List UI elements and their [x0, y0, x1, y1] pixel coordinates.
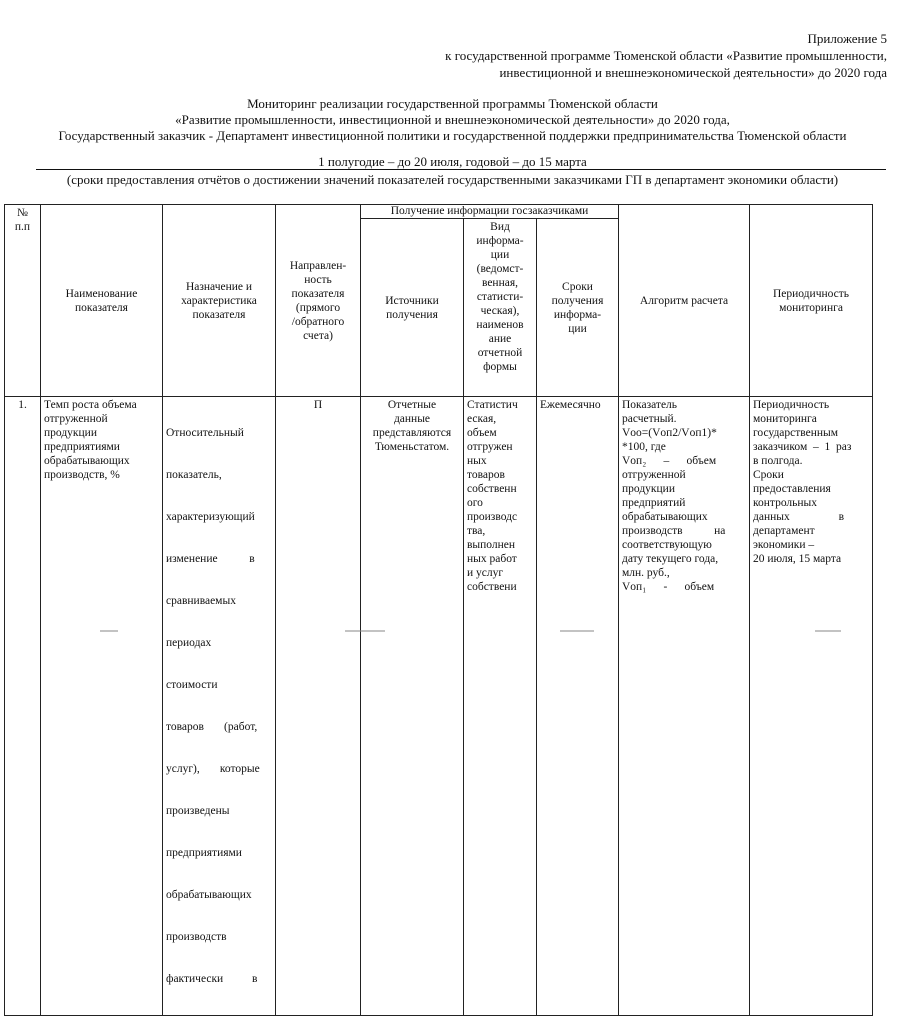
header-direction-line: (прямого [295, 301, 341, 314]
cell-line: фактически в [166, 973, 258, 985]
cell-line: контрольных [753, 497, 818, 509]
scan-mark [560, 630, 594, 632]
cell-line: товаров (работ, [166, 721, 258, 733]
header-info-type-line: наименов [476, 319, 524, 331]
cell-line: ных [467, 455, 487, 467]
header-info-type-line: статисти- [476, 291, 524, 303]
header-direction-line: счета) [303, 329, 333, 342]
cell-line: стоимости [166, 679, 218, 691]
cell-line: предоставления [753, 483, 831, 495]
header-deadlines-line: информа- [553, 308, 602, 321]
cell-line: соответствующую [622, 539, 712, 551]
table-row [5, 397, 873, 1016]
header-periodicity-line-1: Периодичность [772, 287, 850, 300]
header-deadlines [537, 219, 619, 397]
header-deadlines-line: ции [568, 322, 587, 335]
cell-line: производс [467, 511, 518, 523]
cell-line: предприятиями [166, 847, 242, 859]
document-title [0, 96, 905, 144]
cell-line: собственн [467, 483, 517, 495]
cell-line: обрабатывающих [166, 889, 252, 901]
appendix-number: Приложение 5 [807, 31, 887, 46]
header-info-type-line: ческая), [480, 305, 520, 317]
row-direction: П [276, 397, 361, 1016]
header-purpose [163, 205, 276, 397]
cell-line: отгруженной [622, 469, 686, 481]
header-algorithm: Алгоритм расчета [619, 205, 750, 397]
appendix-line-3: инвестиционной и внешнеэкономической деятельности» до 2020 года [499, 65, 887, 80]
cell-line: периодах [166, 637, 212, 649]
header-direction-line: /обратного [291, 315, 345, 328]
reporting-period: 1 полугодие – до 20 июля, годовой – до 15 марта [318, 154, 587, 169]
header-purpose-line-3: показателя [192, 308, 246, 321]
cell-line: экономики – [753, 539, 815, 551]
header-info-type-line: Вид [490, 221, 510, 233]
cell-line: млн. руб., [622, 567, 670, 579]
header-indicator-name [41, 205, 163, 397]
row-source [361, 397, 464, 1016]
cell-line: произведены [166, 805, 230, 817]
header-periodicity-line-2: мониторинга [779, 301, 843, 314]
cell-line: Темп роста объема [44, 399, 137, 411]
cell-line: предприятиями [44, 441, 120, 453]
scan-mark [815, 630, 841, 632]
row-deadline: Ежемесячно [537, 397, 619, 1016]
header-name-line-2: показателя [75, 301, 128, 314]
cell-line: ого [467, 497, 483, 509]
cell-line: производств [166, 931, 227, 943]
cell-line: Статистич [467, 399, 518, 411]
header-info-group: Получение информации госзаказчиками [361, 205, 619, 219]
cell-line: еская, [467, 413, 497, 425]
cell-line: Vоо=(Vоп2/Vоп1)* [622, 427, 717, 439]
cell-line: дату текущего года, [622, 553, 719, 565]
header-name-line-1: Наименование [65, 287, 138, 300]
header-direction-line: Направлен- [289, 259, 347, 272]
row-indicator-name [41, 397, 163, 1016]
cell-line: собствени [467, 581, 517, 593]
row-info-type [464, 397, 537, 1016]
cell-line: показатель, [166, 469, 222, 481]
cell-line: Отчетные [387, 399, 437, 411]
monitoring-table [4, 204, 873, 1016]
header-number [5, 205, 41, 397]
cell-line: государственным [753, 427, 839, 439]
cell-line: 20 июля, 15 марта [753, 553, 842, 565]
cell-line: изменение в [166, 553, 255, 565]
cell-line: производств, % [44, 469, 120, 481]
cell-line: Показатель [622, 399, 678, 411]
header-info-type-line: информа- [476, 235, 524, 247]
cell-line: обрабатывающих [622, 511, 708, 523]
cell-line: Относительный [166, 427, 244, 439]
appendix-line-2: к государственной программе Тюменской области «Развитие промышленности, [445, 48, 887, 63]
cell-line: данных в [753, 511, 845, 523]
row-number: 1. [5, 397, 41, 1016]
cell-line: и услуг [467, 567, 504, 579]
title-line-3: Государственный заказчик - Департамент инвестиционной политики и государственной поддержки предпринимательства Тюменской области [58, 128, 847, 143]
title-line-2: «Развитие промышленности, инвестиционной и внешнеэкономической деятельности» до 2020 года, [175, 112, 730, 127]
cell-line: сравниваемых [166, 595, 236, 607]
cell-line: отгружен [467, 441, 513, 453]
header-info-type-line: (ведомст- [476, 263, 524, 275]
cell-line: тва, [467, 525, 486, 537]
header-sources-line-1: Источники [385, 294, 439, 307]
header-purpose-line-1: Назначение и [185, 280, 253, 293]
header-purpose-line-2: характеристика [181, 294, 257, 307]
cell-line: расчетный. [622, 413, 677, 425]
cell-line: в полгода. [753, 455, 803, 467]
cell-line: Vоп₂ – объем [622, 455, 717, 467]
row-purpose [163, 397, 276, 1016]
header-deadlines-line: Сроки [562, 280, 593, 293]
cell-line: отгруженной [44, 413, 108, 425]
cell-line: мониторинга [753, 413, 817, 425]
cell-line: Vоп₁ - объем [622, 581, 715, 593]
header-info-type [464, 219, 537, 397]
row-periodicity [750, 397, 873, 1016]
header-deadlines-line: получения [551, 294, 604, 307]
cell-line: ных работ [467, 553, 517, 565]
header-info-type-line: отчетной [477, 347, 523, 359]
header-sources-line-2: получения [386, 308, 438, 321]
terms-note: (сроки предоставления отчётов о достижении значений показателей государственными заказчиками ГП в департамент экономики области) [66, 172, 839, 187]
header-info-type-line: формы [483, 361, 517, 373]
cell-line: производств на [622, 525, 726, 537]
cell-line: услуг), которые [166, 763, 260, 775]
cell-line: продукции [622, 483, 675, 495]
cell-line: Периодичность [753, 399, 830, 411]
header-sources [361, 219, 464, 397]
cell-line: товаров [467, 469, 505, 481]
cell-line: продукции [44, 427, 97, 439]
header-direction [276, 205, 361, 397]
scan-artifacts [0, 622, 905, 640]
header-direction-line: ность [304, 273, 332, 286]
cell-line: заказчиком – 1 раз [753, 441, 852, 453]
scan-mark [345, 630, 385, 632]
row-algorithm [619, 397, 750, 1016]
cell-line: Сроки [753, 469, 784, 481]
title-line-1: Мониторинг реализации государственной программы Тюменской области [247, 96, 658, 111]
header-number-line-2: п.п [14, 221, 31, 233]
header-number-line-1: № [17, 207, 28, 219]
cell-line: *100, где [622, 441, 666, 453]
header-info-type-line: ции [490, 249, 510, 261]
header-periodicity [750, 205, 873, 397]
scan-mark [100, 630, 118, 632]
cell-line: представляются [372, 427, 452, 439]
header-info-type-line: венная, [481, 277, 519, 289]
cell-line: данные [393, 413, 431, 425]
appendix-note [445, 30, 887, 81]
cell-line: объем [467, 427, 497, 439]
cell-line: предприятий [622, 497, 686, 509]
cell-line: обрабатывающих [44, 455, 130, 467]
header-direction-line: показателя [291, 287, 345, 300]
divider-line [36, 169, 886, 170]
header-info-type-line: ание [488, 333, 512, 345]
cell-line: департамент [753, 525, 815, 537]
cell-line: характеризующий [166, 511, 255, 523]
cell-line: выполнен [467, 539, 516, 551]
cell-line: Тюменьстатом. [374, 441, 450, 453]
